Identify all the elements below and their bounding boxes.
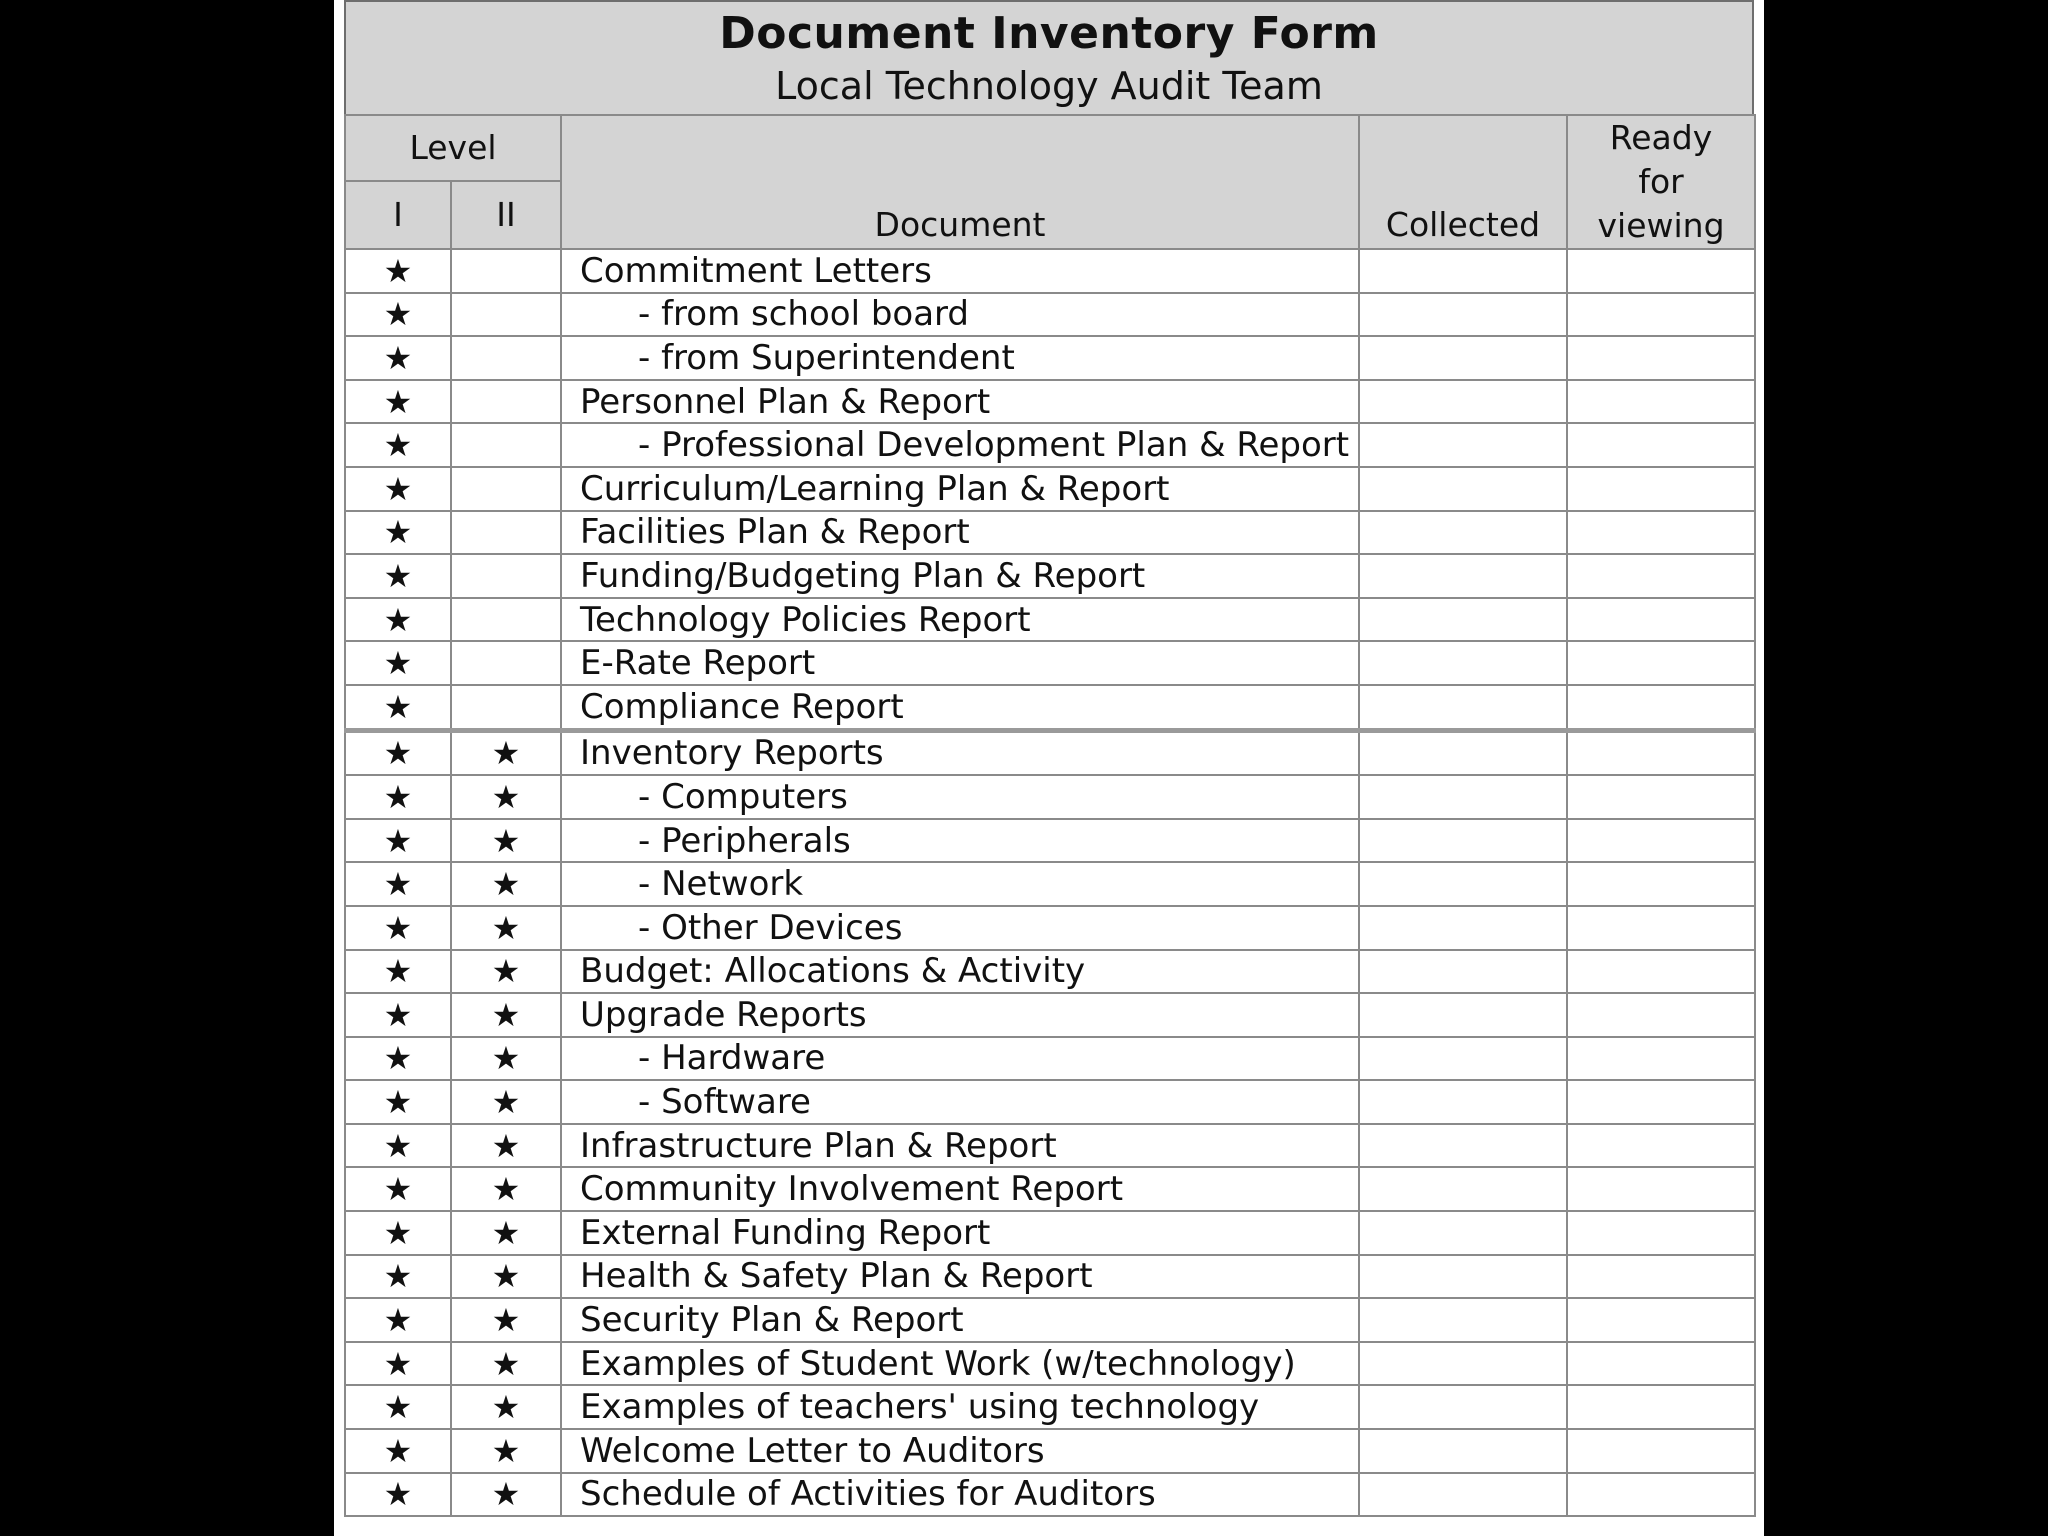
level-2-cell <box>451 511 561 555</box>
ready-for-viewing-cell <box>1567 993 1755 1037</box>
collected-cell <box>1359 1385 1567 1429</box>
ready-for-viewing-cell <box>1567 730 1755 775</box>
document-name: Security Plan & Report <box>561 1298 1359 1342</box>
table-row <box>345 1342 1755 1386</box>
level-2-star-icon: ★ <box>451 1473 561 1517</box>
level-2-star-icon: ★ <box>451 1255 561 1299</box>
collected-cell <box>1359 950 1567 994</box>
level-1-star-icon: ★ <box>345 1037 451 1081</box>
collected-cell <box>1359 1342 1567 1386</box>
ready-for-viewing-cell <box>1567 423 1755 467</box>
level-1-header: I <box>345 181 451 250</box>
ready-for-viewing-cell <box>1567 467 1755 511</box>
form-header <box>344 0 1754 114</box>
document-name: - Professional Development Plan & Report <box>561 423 1359 467</box>
level-1-star-icon: ★ <box>345 1211 451 1255</box>
level-2-star-icon: ★ <box>451 730 561 775</box>
ready-for-viewing-cell <box>1567 1385 1755 1429</box>
ready-for-viewing-cell <box>1567 293 1755 337</box>
document-name: Examples of Student Work (w/technology) <box>561 1342 1359 1386</box>
table-row <box>345 775 1755 819</box>
ready-for-viewing-cell <box>1567 819 1755 863</box>
level-2-cell <box>451 598 561 642</box>
ready-for-viewing-cell <box>1567 906 1755 950</box>
level-2-star-icon: ★ <box>451 1080 561 1124</box>
level-1-star-icon: ★ <box>345 1385 451 1429</box>
level-1-star-icon: ★ <box>345 423 451 467</box>
level-2-star-icon: ★ <box>451 1124 561 1168</box>
collected-cell <box>1359 1037 1567 1081</box>
document-name: Health & Safety Plan & Report <box>561 1255 1359 1299</box>
collected-cell <box>1359 1080 1567 1124</box>
document-name: - from Superintendent <box>561 336 1359 380</box>
collected-cell <box>1359 1124 1567 1168</box>
ready-for-viewing-cell <box>1567 511 1755 555</box>
ready-for-viewing-cell <box>1567 336 1755 380</box>
collected-cell <box>1359 249 1567 293</box>
table-row <box>345 993 1755 1037</box>
table-row <box>345 685 1755 730</box>
collected-cell <box>1359 467 1567 511</box>
document-name: Funding/Budgeting Plan & Report <box>561 554 1359 598</box>
ready-for-viewing-cell <box>1567 1037 1755 1081</box>
table-row <box>345 598 1755 642</box>
level-1-star-icon: ★ <box>345 1429 451 1473</box>
ready-for-viewing-cell <box>1567 249 1755 293</box>
level-1-star-icon: ★ <box>345 819 451 863</box>
collected-cell <box>1359 993 1567 1037</box>
document-name: Infrastructure Plan & Report <box>561 1124 1359 1168</box>
level-2-star-icon: ★ <box>451 775 561 819</box>
level-1-star-icon: ★ <box>345 249 451 293</box>
ready-for-viewing-cell <box>1567 862 1755 906</box>
table-row <box>345 862 1755 906</box>
level-1-star-icon: ★ <box>345 950 451 994</box>
level-2-header: II <box>451 181 561 250</box>
level-1-star-icon: ★ <box>345 467 451 511</box>
level-2-cell <box>451 641 561 685</box>
ready-for-viewing-cell <box>1567 1298 1755 1342</box>
collected-cell <box>1359 862 1567 906</box>
level-2-star-icon: ★ <box>451 1211 561 1255</box>
collected-cell <box>1359 293 1567 337</box>
table-row <box>345 380 1755 424</box>
table-row <box>345 641 1755 685</box>
table-row <box>345 906 1755 950</box>
level-2-cell <box>451 423 561 467</box>
document-name: Welcome Letter to Auditors <box>561 1429 1359 1473</box>
level-2-star-icon: ★ <box>451 819 561 863</box>
level-1-star-icon: ★ <box>345 293 451 337</box>
collected-cell <box>1359 1167 1567 1211</box>
ready-for-viewing-header <box>1567 115 1755 249</box>
ready-for-viewing-cell <box>1567 554 1755 598</box>
table-row <box>345 1385 1755 1429</box>
collected-cell <box>1359 1255 1567 1299</box>
collected-cell <box>1359 1211 1567 1255</box>
level-1-star-icon: ★ <box>345 906 451 950</box>
collected-cell <box>1359 511 1567 555</box>
ready-for-viewing-cell <box>1567 775 1755 819</box>
document-name: Schedule of Activities for Auditors <box>561 1473 1359 1517</box>
table-row <box>345 730 1755 775</box>
level-2-cell <box>451 293 561 337</box>
document-name: Facilities Plan & Report <box>561 511 1359 555</box>
collected-cell <box>1359 819 1567 863</box>
collected-cell <box>1359 336 1567 380</box>
inventory-table <box>344 114 1756 1517</box>
level-1-star-icon: ★ <box>345 775 451 819</box>
document-name: - Network <box>561 862 1359 906</box>
level-2-star-icon: ★ <box>451 862 561 906</box>
level-1-star-icon: ★ <box>345 511 451 555</box>
level-2-cell <box>451 554 561 598</box>
table-row <box>345 511 1755 555</box>
collected-cell <box>1359 641 1567 685</box>
ready-for-viewing-cell <box>1567 641 1755 685</box>
document-name: - Peripherals <box>561 819 1359 863</box>
level-2-star-icon: ★ <box>451 993 561 1037</box>
level-1-star-icon: ★ <box>345 685 451 730</box>
collected-cell <box>1359 598 1567 642</box>
table-row <box>345 819 1755 863</box>
level-2-star-icon: ★ <box>451 1167 561 1211</box>
level-1-star-icon: ★ <box>345 641 451 685</box>
level-1-star-icon: ★ <box>345 993 451 1037</box>
table-row <box>345 554 1755 598</box>
collected-header: Collected <box>1359 115 1567 249</box>
table-row <box>345 1124 1755 1168</box>
table-header <box>345 115 1755 249</box>
level-1-star-icon: ★ <box>345 554 451 598</box>
level-header: Level <box>345 115 561 181</box>
ready-for-viewing-cell <box>1567 598 1755 642</box>
table-row <box>345 1037 1755 1081</box>
ready-for-viewing-cell <box>1567 1429 1755 1473</box>
level-1-star-icon: ★ <box>345 380 451 424</box>
collected-cell <box>1359 685 1567 730</box>
ready-for-viewing-cell <box>1567 685 1755 730</box>
table-row <box>345 1473 1755 1517</box>
table-row <box>345 293 1755 337</box>
collected-cell <box>1359 906 1567 950</box>
ready-for-viewing-cell <box>1567 1473 1755 1517</box>
collected-cell <box>1359 730 1567 775</box>
document-name: - from school board <box>561 293 1359 337</box>
level-2-cell <box>451 467 561 511</box>
ready-for-viewing-label: Ready for viewing <box>1597 118 1725 245</box>
level-2-star-icon: ★ <box>451 1342 561 1386</box>
level-1-star-icon: ★ <box>345 598 451 642</box>
document-header: Document <box>561 115 1359 249</box>
document-name: - Other Devices <box>561 906 1359 950</box>
level-2-star-icon: ★ <box>451 906 561 950</box>
document-name: External Funding Report <box>561 1211 1359 1255</box>
ready-for-viewing-cell <box>1567 1211 1755 1255</box>
table-row <box>345 1255 1755 1299</box>
level-2-star-icon: ★ <box>451 1429 561 1473</box>
table-row <box>345 336 1755 380</box>
ready-for-viewing-cell <box>1567 1124 1755 1168</box>
table-row <box>345 950 1755 994</box>
level-2-star-icon: ★ <box>451 1298 561 1342</box>
form-subtitle: Local Technology Audit Team <box>775 64 1323 108</box>
collected-cell <box>1359 1429 1567 1473</box>
level-2-star-icon: ★ <box>451 950 561 994</box>
level-1-star-icon: ★ <box>345 1298 451 1342</box>
table-row <box>345 1298 1755 1342</box>
table-row <box>345 1429 1755 1473</box>
document-name: Personnel Plan & Report <box>561 380 1359 424</box>
inventory-form <box>344 0 1754 1536</box>
level-2-cell <box>451 685 561 730</box>
level-2-cell <box>451 249 561 293</box>
table-row <box>345 423 1755 467</box>
level-1-star-icon: ★ <box>345 1342 451 1386</box>
level-1-star-icon: ★ <box>345 336 451 380</box>
level-2-star-icon: ★ <box>451 1385 561 1429</box>
ready-for-viewing-cell <box>1567 950 1755 994</box>
ready-for-viewing-cell <box>1567 1342 1755 1386</box>
table-row <box>345 1080 1755 1124</box>
ready-for-viewing-cell <box>1567 1080 1755 1124</box>
document-name: Budget: Allocations & Activity <box>561 950 1359 994</box>
level-1-star-icon: ★ <box>345 1255 451 1299</box>
document-name: - Software <box>561 1080 1359 1124</box>
ready-for-viewing-cell <box>1567 1167 1755 1211</box>
level-2-cell <box>451 380 561 424</box>
level-2-cell <box>451 336 561 380</box>
level-1-star-icon: ★ <box>345 1080 451 1124</box>
ready-for-viewing-cell <box>1567 380 1755 424</box>
document-name: - Hardware <box>561 1037 1359 1081</box>
collected-cell <box>1359 554 1567 598</box>
level-2-star-icon: ★ <box>451 1037 561 1081</box>
document-name: - Computers <box>561 775 1359 819</box>
level-1-star-icon: ★ <box>345 1167 451 1211</box>
document-name: Community Involvement Report <box>561 1167 1359 1211</box>
level-1-star-icon: ★ <box>345 1473 451 1517</box>
table-row <box>345 467 1755 511</box>
collected-cell <box>1359 1473 1567 1517</box>
document-name: Examples of teachers' using technology <box>561 1385 1359 1429</box>
document-name: Commitment Letters <box>561 249 1359 293</box>
table-body <box>345 249 1755 1516</box>
form-title: Document Inventory Form <box>719 8 1379 59</box>
level-1-star-icon: ★ <box>345 730 451 775</box>
ready-for-viewing-cell <box>1567 1255 1755 1299</box>
collected-cell <box>1359 775 1567 819</box>
collected-cell <box>1359 423 1567 467</box>
table-row <box>345 1211 1755 1255</box>
document-name: E-Rate Report <box>561 641 1359 685</box>
document-name: Curriculum/Learning Plan & Report <box>561 467 1359 511</box>
document-name: Upgrade Reports <box>561 993 1359 1037</box>
level-1-star-icon: ★ <box>345 1124 451 1168</box>
collected-cell <box>1359 1298 1567 1342</box>
document-page <box>334 0 1764 1536</box>
document-name: Inventory Reports <box>561 730 1359 775</box>
level-1-star-icon: ★ <box>345 862 451 906</box>
table-row <box>345 1167 1755 1211</box>
document-name: Compliance Report <box>561 685 1359 730</box>
collected-cell <box>1359 380 1567 424</box>
table-row <box>345 249 1755 293</box>
document-name: Technology Policies Report <box>561 598 1359 642</box>
